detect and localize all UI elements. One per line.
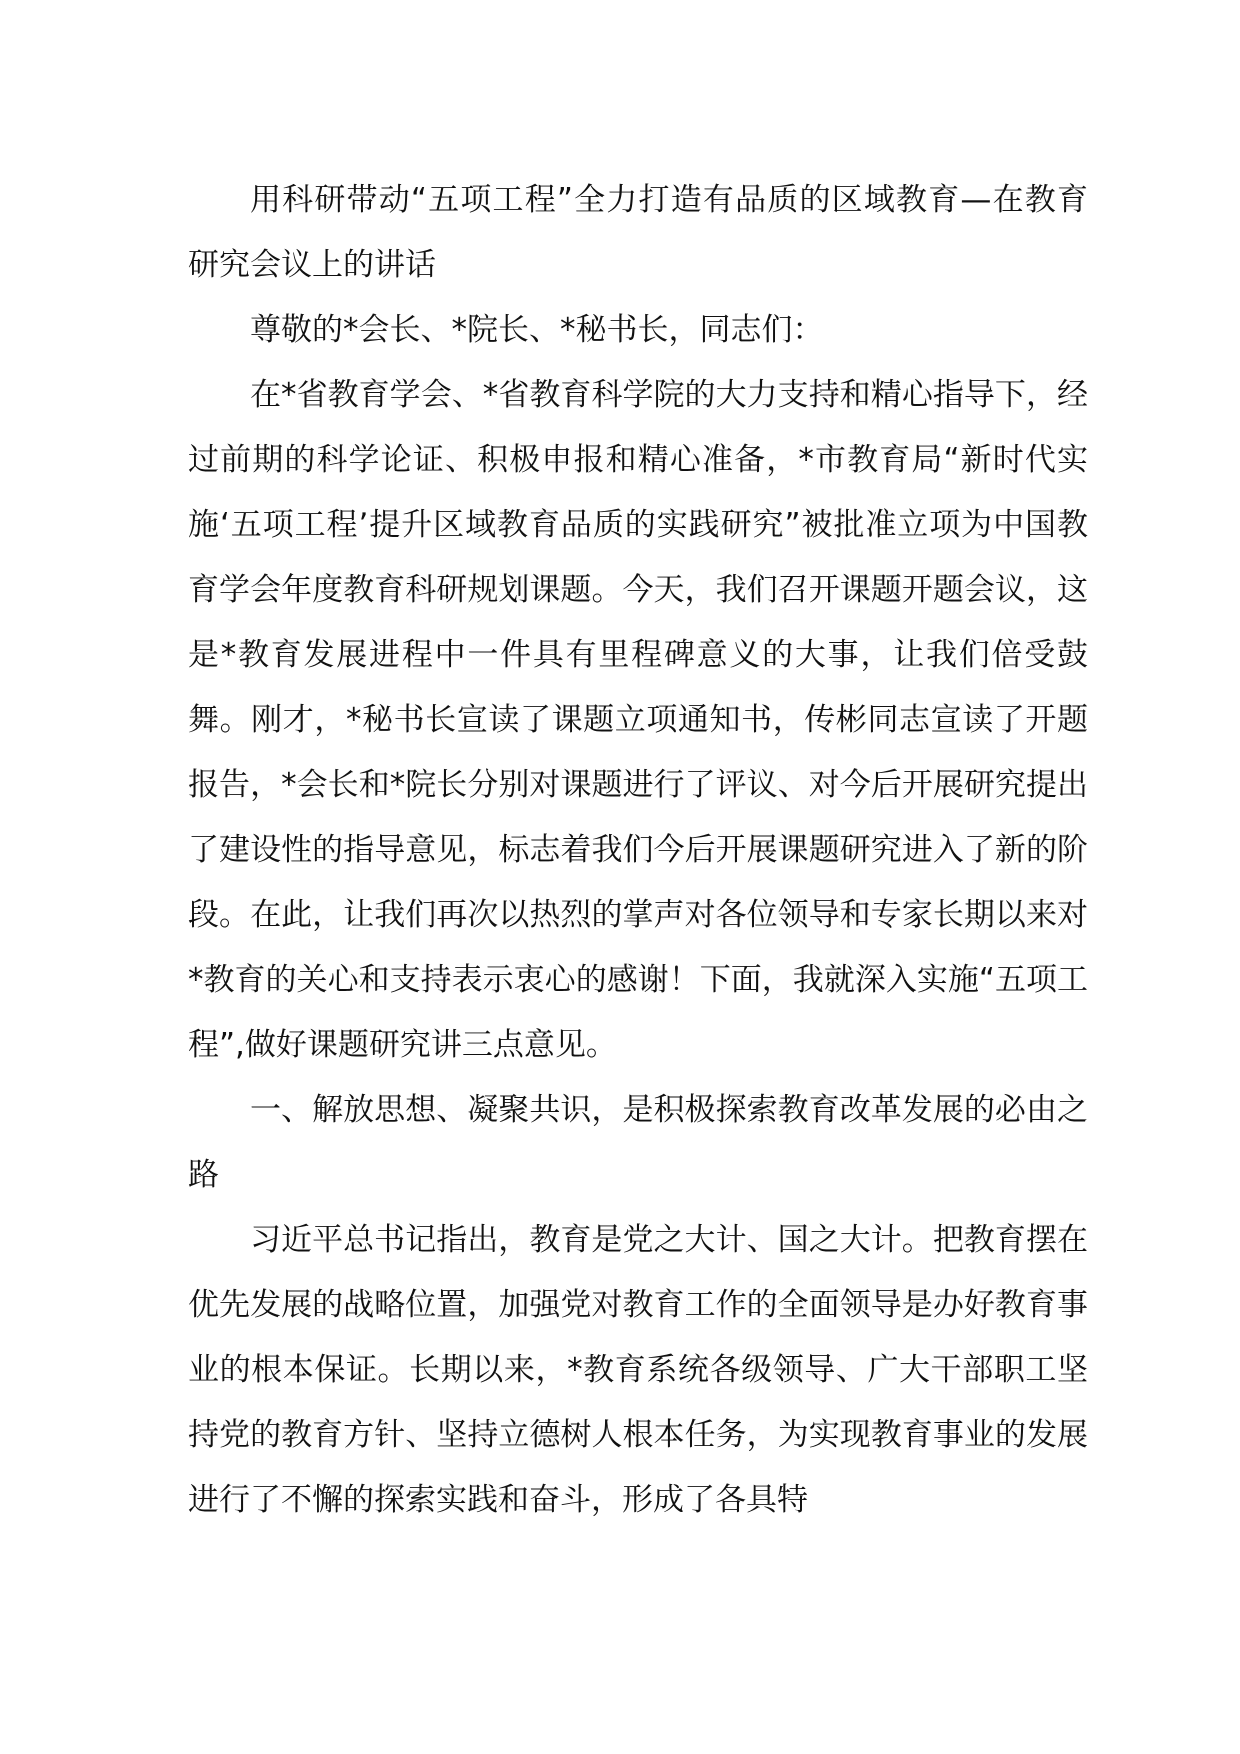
document-title: 用科研带动“五项工程”全力打造有品质的区域教育—在教育研究会议上的讲话: [188, 182, 1088, 283]
section-heading: 一、解放思想、凝聚共识，是积极探索教育改革发展的必由之路: [188, 1092, 1088, 1193]
salutation: 尊敬的*会长、*院长、*秘书长，同志们：: [250, 312, 824, 348]
body-paragraph: 习近平总书记指出，教育是党之大计、国之大计。把教育摆在优先发展的战略位置，加强党对教育工作的全面领导是办好教育事业的根本保证。长期以来，*教育系统各级领导、广大干部职工坚持党的教育方针、坚持立德树人根本任务，为实现教育事业的发展进行了不懈的探索实践和奋斗，形成了各具特: [188, 1222, 1088, 1518]
document-body: [188, 168, 1088, 1533]
body-paragraph: 在*省教育学会、*省教育科学院的大力支持和精心指导下，经过前期的科学论证、积极申报和精心准备，*市教育局“新时代实施‘五项工程’提升区域教育品质的实践研究”被批准立项为中国教育学会年度教育科研规划课题。今天，我们召开课题开题会议，这是*教育发展进程中一件具有里程碑意义的大事，让我们倍受鼓舞。刚才，*秘书长宣读了课题立项通知书，传彬同志宣读了开题报告，*会长和*院长分别对课题进行了评议、对今后开展研究提出了建设性的指导意见，标志着我们今后开展课题研究进入了新的阶段。在此，让我们再次以热烈的掌声对各位领导和专家长期以来对*教育的关心和支持表示衷心的感谢！下面，我就深入实施“五项工程”,做好课题研究讲三点意见。: [188, 377, 1088, 1063]
